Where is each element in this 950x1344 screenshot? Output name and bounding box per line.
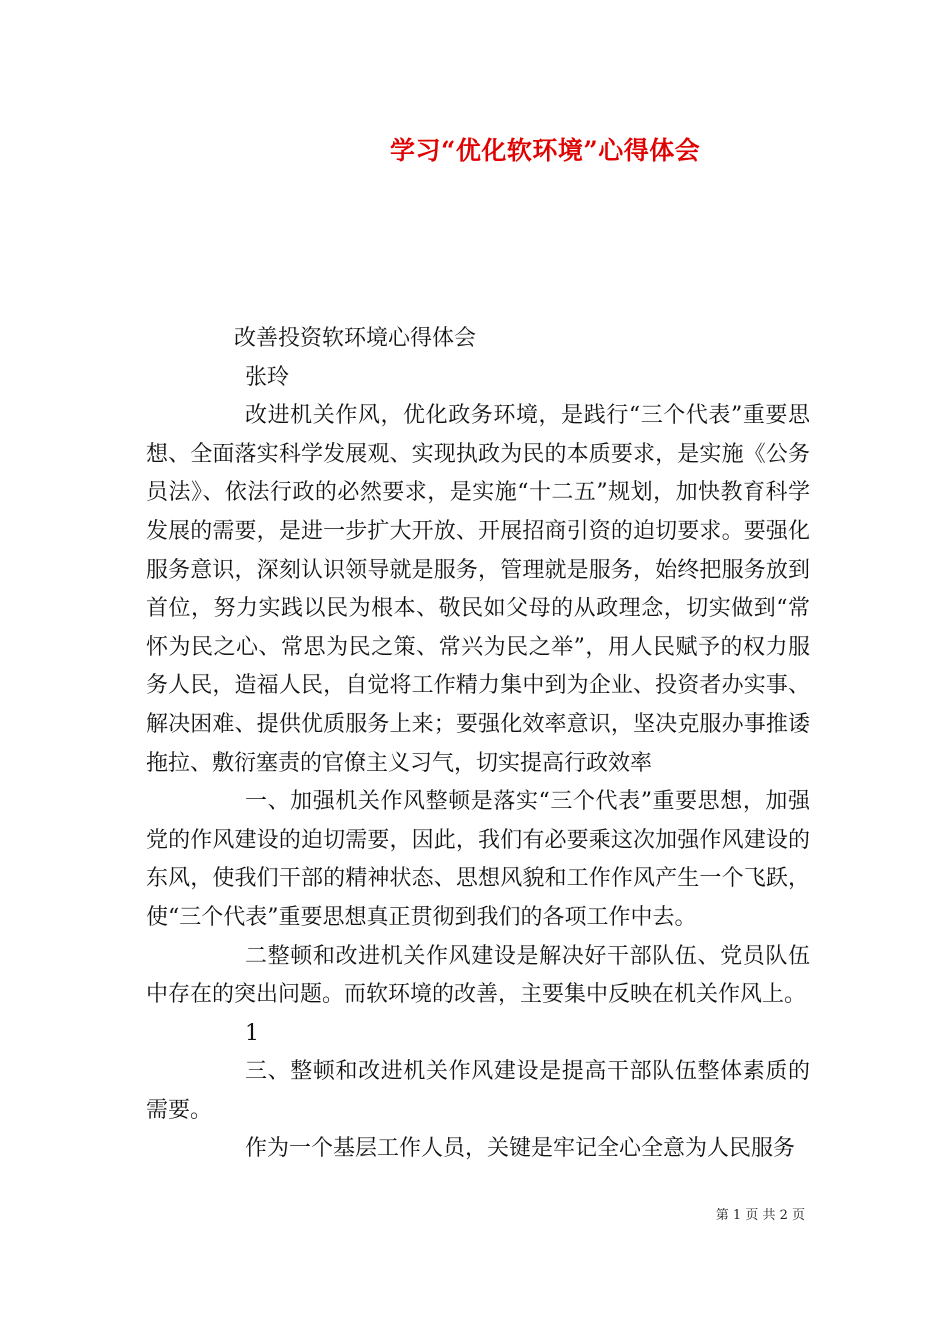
document-author: 张玲 (245, 364, 290, 390)
paragraph: 三、整顿和改进机关作风建设是提高干部队伍整体素质的需要。 (146, 1059, 810, 1123)
document-subtitle: 改善投资软环境心得体会 (234, 326, 477, 351)
document-title: 学习“优化软环境”心得体会 (390, 136, 701, 165)
inline-page-marker: 1 (245, 1020, 259, 1046)
paragraph: 作为一个基层工作人员，关键是牢记全心全意为人民服务 (245, 1136, 796, 1162)
page-footer: 第 1 页 共 2 页 (715, 1208, 805, 1223)
paragraph: 改进机关作风，优化政务环境，是践行“三个代表”重要思想、全面落实科学发展观、实现执政为民的本质要求，是实施《公务员法》、依法行政的必然要求，是实施“十二五”规划，加快教育科学发展的需要，是进一步扩大开放、开展招商引资的迫切要求。要强化服务意识，深刻认识领导就是服务，管理就是服务，始终把服务放到首位，努力实践以民为根本、敬民如父母的从政理念，切实做到“常怀为民之心、常思为民之策、常兴为民之举”，用人民赋予的权力服务人民，造福人民，自觉将工作精力集中到为企业、投资者办实事、解决困难、提供优质服务上来；要强化效率意识，坚决克服办事推诿拖拉、敷衍塞责的官僚主义习气，切实提高行政效率 (146, 403, 810, 776)
paragraph: 一、加强机关作风整顿是落实“三个代表”重要思想，加强党的作风建设的迫切需要，因此，我们有必要乘这次加强作风建设的东风，使我们干部的精神状态、思想风貌和工作作风产生一个飞跃，使“三个代表”重要思想真正贯彻到我们的各项工作中去。 (146, 789, 810, 930)
paragraph: 二整顿和改进机关作风建设是解决好干部队伍、党员队伍中存在的突出问题。而软环境的改善，主要集中反映在机关作风上。 (146, 943, 810, 1008)
document-body (146, 320, 810, 1169)
